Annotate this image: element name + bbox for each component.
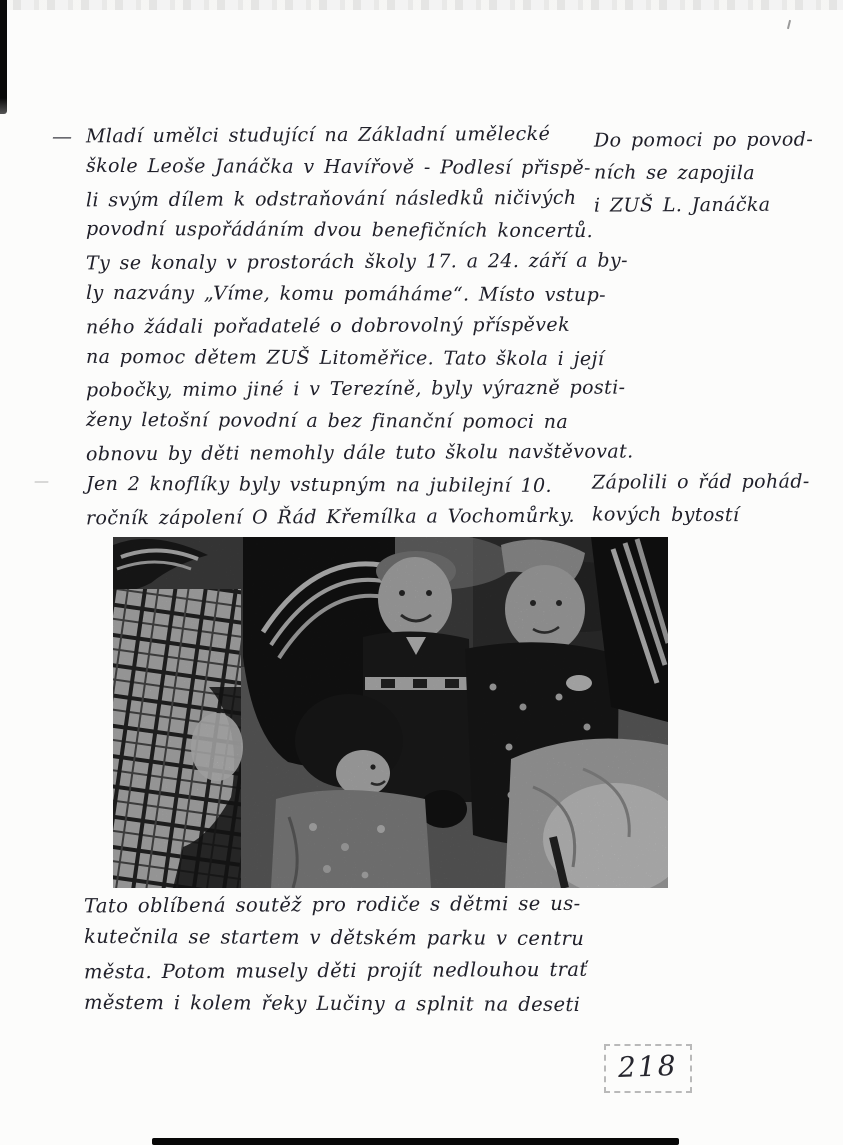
newspaper-photo (113, 537, 668, 888)
scan-speck (787, 20, 791, 29)
scan-edge-strip (0, 0, 7, 114)
handwritten-line: Do pomoci po povod- (593, 128, 814, 152)
scan-noise-band (0, 0, 843, 10)
margin-dash: — (52, 124, 72, 148)
handwritten-line: Mladí umělci studující na Základní umělecké (85, 122, 551, 148)
page-number: 218 (617, 1048, 679, 1085)
handwritten-line: ného žádali pořadatelé o dobrovolný příspěvek (85, 313, 571, 339)
scan-bottom-bar (152, 1138, 679, 1145)
page-number-box (604, 1044, 692, 1093)
handwritten-line: kutečnila se startem v dětském parku v centru (83, 924, 585, 951)
handwritten-line: ženy letošní povodní a bez finanční pomoci na (85, 409, 569, 434)
margin-note-flood-help (594, 124, 834, 222)
handwritten-line: města. Potom musely děti projít nedlouhou trať (83, 957, 588, 984)
handwritten-line: li svým dílem k odstraňování následků ničivých (85, 186, 577, 211)
handwritten-line: obnovu by děti nemohly dále tuto školu navštěvovat. (85, 440, 634, 466)
handwritten-line: městem i kolem řeky Lučiny a splnit na deseti (83, 990, 581, 1017)
handwritten-line: Jen 2 knoflíky byly vstupným na jubilejní 10. (85, 472, 553, 497)
handwritten-line: pobočky, mimo jiné i v Terezíně, byly výrazně posti- (85, 376, 626, 402)
handwritten-line: ročník zápolení O Řád Křemílka a Vochomůrky. (85, 504, 575, 529)
handwritten-line: škole Leoše Janáčka v Havířově - Podlesí přispě- (85, 154, 591, 179)
handwritten-line: Zápolili o řád pohád- (591, 470, 810, 494)
handwritten-line: povodní uspořádáním dvou benefičních koncertů. (85, 218, 594, 243)
handwritten-line: Tato oblíbená soutěž pro rodiče s dětmi se us- (83, 891, 581, 918)
main-paragraph (85, 120, 634, 533)
handwritten-line: na pomoc dětem ZUŠ Litoměřice. Tato škola i její (85, 345, 605, 370)
handwritten-line: kových bytostí (591, 502, 740, 526)
handwritten-line: ních se zapojila (593, 160, 756, 184)
photo-illustration (113, 537, 668, 888)
margin-dash: — (34, 472, 49, 490)
handwritten-line: ly nazvány „Víme, komu pomáháme“. Místo vstup- (85, 281, 607, 307)
caption-paragraph (84, 888, 614, 1020)
handwritten-line: Ty se konaly v prostorách školy 17. a 24. září a by- (85, 249, 628, 275)
margin-note-fairytale-contest (592, 466, 832, 531)
handwritten-line: i ZUŠ L. Janáčka (593, 193, 771, 217)
